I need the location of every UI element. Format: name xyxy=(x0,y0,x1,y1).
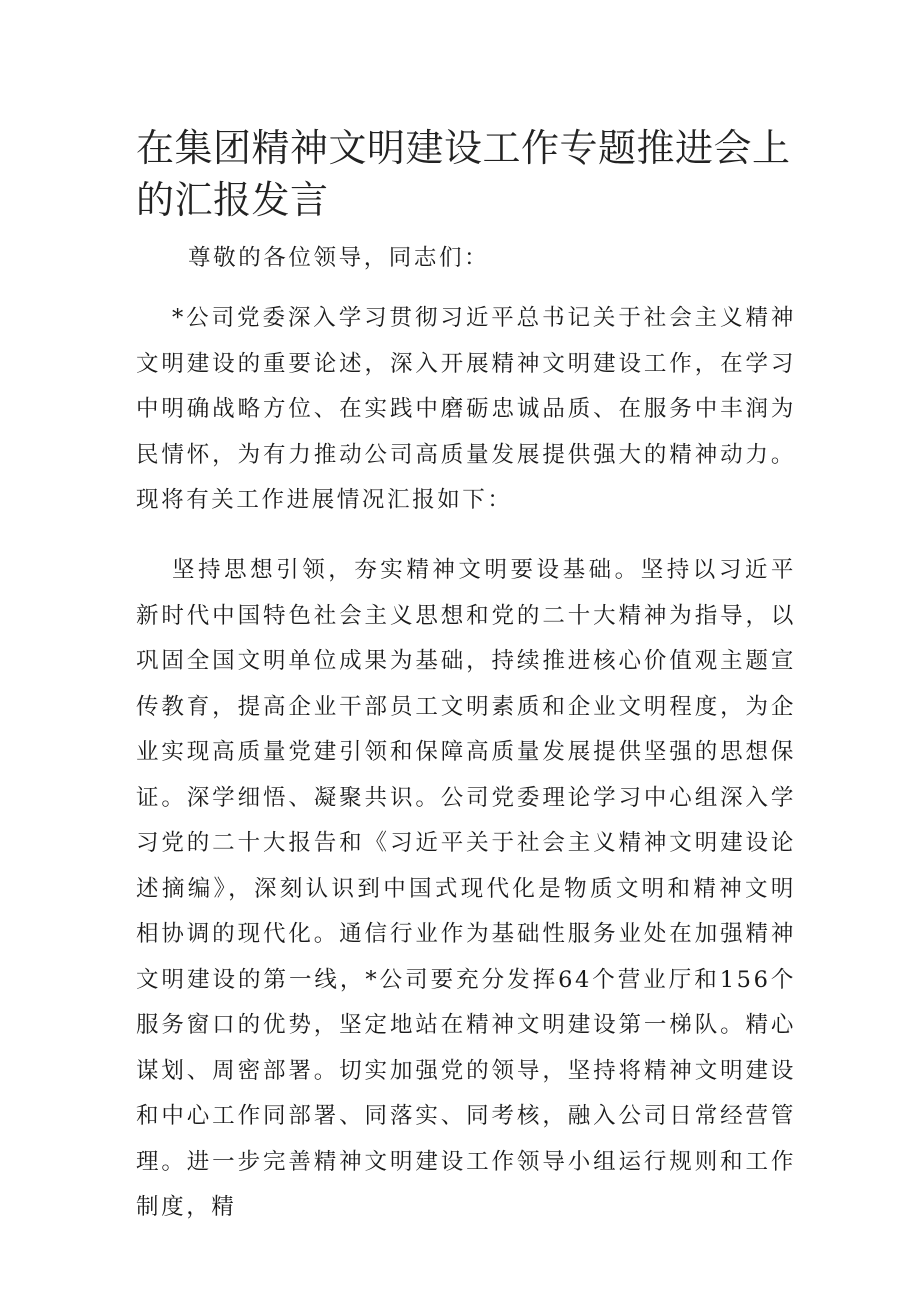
paragraph-intro: *公司党委深入学习贯彻习近平总书记关于社会主义精神文明建设的重要论述，深入开展精神文明建设工作，在学习中明确战略方位、在实践中磨砺忠诚品质、在服务中丰润为民情怀，为有力推动公司高质量发展提供强大的精神动力。现将有关工作进展情况汇报如下： xyxy=(136,305,796,513)
document-title: 在集团精神文明建设工作专题推进会上的汇报发言 xyxy=(136,126,791,222)
paragraph-ideological-guidance: 坚持思想引领，夯实精神文明要设基础。坚持以习近平新时代中国特色社会主义思想和党的二十大精神为指导，以巩固全国文明单位成果为基础，持续推进核心价值观主题宣传教育，提高企业干部员工文明素质和企业文明程度，为企业实现高质量党建引领和保障高质量发展提供坚强的思想保证。深学细悟、凝聚共识。公司党委理论学习中心组深入学习党的二十大报告和《习近平关于社会主义精神文明建设论述摘编》，深刻认识到中国式现代化是物质文明和精神文明相协调的现代化。通信行业作为基础性服务业处在加强精神文明建设的第一线，*公司要充分发挥64个营业厅和156个服务窗口的优势，坚定地站在精神文明建设第一梯队。精心谋划、周密部署。切实加强党的领导，坚持将精神文明建设和中心工作同部署、同落实、同考核，融入公司日常经营管理。进一步完善精神文明建设工作领导小组运行规则和工作制度，精 xyxy=(136,557,796,1220)
greeting-line: 尊敬的各位领导，同志们： xyxy=(188,245,490,271)
